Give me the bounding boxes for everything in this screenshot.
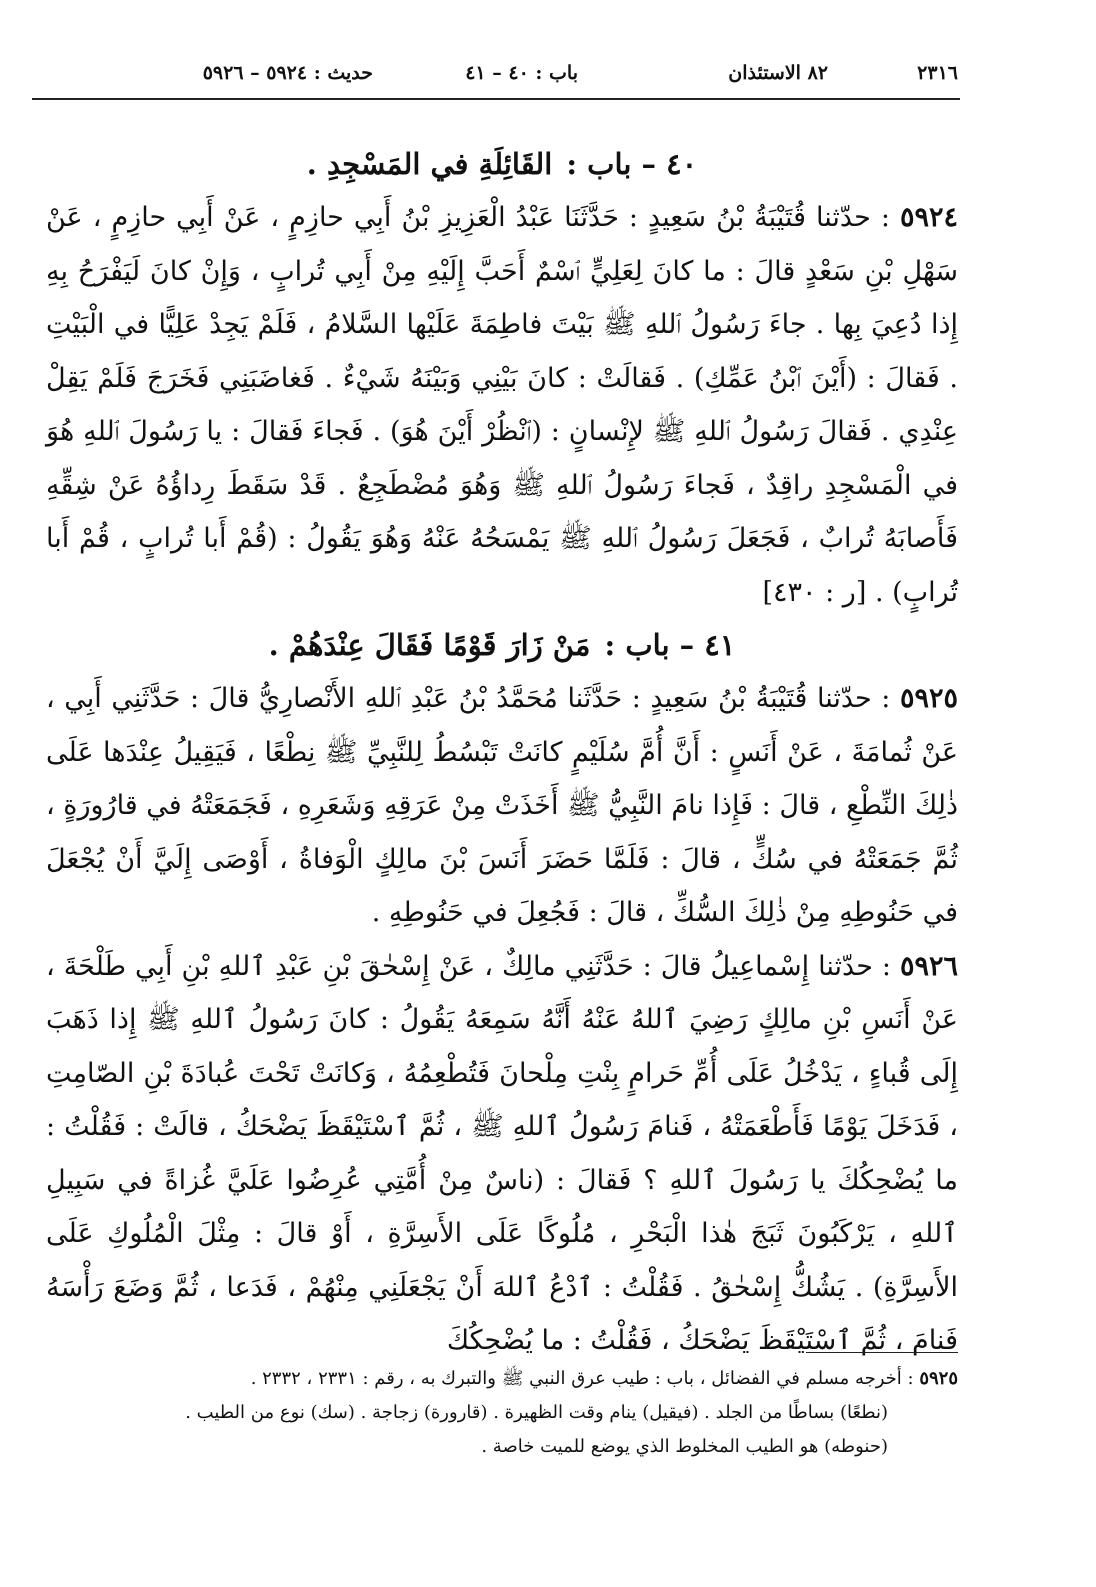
chapter-number: ٤٠ – باب : bbox=[566, 147, 698, 181]
chapter-title-40 bbox=[46, 138, 958, 191]
hadith-text: : حدّثنا قُتَيْبَةُ بْنُ سَعِيدٍ : حَدَّثَنَا عَبْدُ الْعَزِيزِ بْنُ أَبِي حازِمٍ ، عَنْ أَبِي حازِمٍ ، عَنْ سَهْلِ بْنِ سَعْدٍ قالَ : ما كانَ لِعَلِيٍّ ٱسْمٌ أَحَبَّ إِلَيْهِ مِنْ أَبِي تُرابٍ ، وَإِنْ كانَ لَيَفْرَحُ بِهِ إِذا دُعِيَ بِها . جاءَ رَسُولُ ٱللهِ ﷺ بَيْتَ فاطِمَةَ عَلَيْها السَّلامُ ، فَلَمْ يَجِدْ عَلِيًّا في الْبَيْتِ . فَقالَ : (أَيْنَ ٱبْنُ عَمِّكِ) . فَقالَتْ : كانَ بَيْنِي وَبَيْنَهُ شَيْءٌ . فَغاضَبَنِي فَخَرَجَ فَلَمْ يَقِلْ عِنْدِي . فَقالَ رَسُولُ ٱللهِ ﷺ لإِنْسانٍ : (ٱنْظُرْ أَيْنَ هُوَ) . فَجاءَ فَقالَ : يا رَسُولَ ٱللهِ هُوَ في الْمَسْجِدِ راقِدٌ ، فَجاءَ رَسُولُ ٱللهِ ﷺ وَهُوَ مُضْطَجِعٌ . قَدْ سَقَطَ رِداؤُهُ عَنْ شِقِّهِ فَأَصابَهُ تُرابٌ ، فَجَعَلَ رَسُولُ ٱللهِ ﷺ يَمْسَحُهُ عَنْهُ وَهُوَ يَقُولُ : (قُمْ أَبا تُرابٍ ، قُمْ أَبا تُرابٍ) . [ر : ٤٣٠] bbox=[46, 202, 958, 608]
page-number: ٢٣١٦ bbox=[917, 62, 958, 84]
hadith-number: ٥٩٢٦ bbox=[899, 950, 958, 982]
footnote-reference bbox=[120, 1362, 958, 1396]
footnote-text: : أخرجه مسلم في الفضائل ، باب : طيب عرق النبي ﷺ والتبرك به ، رقم : ٢٣٣١ ، ٢٣٣٢ . bbox=[250, 1368, 914, 1389]
page-body bbox=[46, 138, 958, 1368]
hadith-5926 bbox=[46, 940, 958, 1368]
hadith-5925 bbox=[46, 672, 958, 940]
hadith-text: : حدّثنا قُتَيْبَةُ بْنُ سَعِيدٍ : حَدَّثَنا مُحَمَّدُ بْنُ عَبْدِ ٱللهِ الأَنْصارِيُّ قالَ : حَدَّثَنِي أَبِي ، عَنْ ثُمامَةَ ، عَنْ أَنَسٍ : أَنَّ أُمَّ سُلَيْمٍ كانَتْ تَبْسُطُ لِلنَّبِيِّ ﷺ نِطْعًا ، فَيَقِيلُ عِنْدَها عَلَى ذٰلِكَ النِّطْعِ ، قالَ : فَإِذا نامَ النَّبِيُّ ﷺ أَخَذَتْ مِنْ عَرَقِهِ وَشَعَرِهِ ، فَجَمَعَتْهُ في قارُورَةٍ ، ثُمَّ جَمَعَتْهُ في سُكٍّ ، قالَ : فَلَمَّا حَضَرَ أَنَسَ بْنَ مالِكٍ الْوَفاةُ ، أَوْصَى إِلَيَّ أَنْ يُجْعَلَ في حَنُوطِهِ مِنْ ذٰلِكَ السُّكِّ ، قالَ : فَجُعِلَ في حَنُوطِهِ . bbox=[46, 683, 958, 928]
running-header bbox=[150, 56, 958, 90]
chapter-number: ٤١ – باب : bbox=[604, 628, 736, 662]
hadith-5924 bbox=[46, 191, 958, 619]
bab-range: باب : ٤٠ – ٤١ bbox=[465, 62, 578, 84]
chapter-heading: القَائِلَةِ في المَسْجِدِ . bbox=[306, 147, 553, 181]
chapter-title-41 bbox=[46, 619, 958, 672]
chapter-heading: مَنْ زَارَ قَوْمًا فَقَالَ عِنْدَهُمْ . bbox=[268, 628, 591, 662]
header-rule bbox=[32, 98, 960, 100]
footnote-glossary-1: (نطعًا) بساطًا من الجلد . (فيقيل) ينام وقت الظهيرة . (قارورة) زجاجة . (سك) نوع من الطيب . bbox=[185, 1402, 888, 1423]
footnote-number: ٥٩٢٥ bbox=[919, 1368, 958, 1389]
hadith-number: ٥٩٢٥ bbox=[899, 683, 958, 714]
footnote-rule bbox=[806, 1352, 958, 1353]
footnote-glossary-2: (حنوطه) هو الطيب المخلوط الذي يوضع للميت خاصة . bbox=[481, 1436, 888, 1457]
hadith-text: : حدّثنا إِسْماعِيلُ قالَ : حَدَّثَنِي مالِكٌ ، عَنْ إِسْحٰقَ بْنِ عَبْدِ ٱللهِ بْنِ أَبِي طَلْحَةَ ، عَنْ أَنَسِ بْنِ مالِكٍ رَضِيَ ٱللهُ عَنْهُ أَنَّهُ سَمِعَهُ يَقُولُ : كانَ رَسُولُ ٱللهِ ﷺ إِذا ذَهَبَ إِلَى قُباءٍ ، يَدْخُلُ عَلَى أُمِّ حَرامٍ بِنْتِ مِلْحانَ فَتُطْعِمُهُ ، وَكانَتْ تَحْتَ عُبادَةَ بْنِ الصّامِتِ ، فَدَخَلَ يَوْمًا فَأَطْعَمَتْهُ ، فَنامَ رَسُولُ ٱللهِ ﷺ ، ثُمَّ ٱسْتَيْقَظَ يَضْحَكُ ، قالَتْ : فَقُلْتُ : ما يُضْحِكُكَ يا رَسُولَ ٱللهِ ؟ فَقالَ : (ناسٌ مِنْ أُمَّتِي عُرِضُوا عَلَيَّ غُزاةً في سَبِيلِ ٱللهِ ، يَرْكَبُونَ ثَبَجَ هٰذا الْبَحْرِ ، مُلُوكًا عَلَى الأَسِرَّةِ ، أَوْ قالَ : مِثْلَ الْمُلُوكِ عَلَى الأَسِرَّةِ) . يَشُكُّ إِسْحٰقُ . فَقُلْتُ : ٱدْعُ ٱللهَ أَنْ يَجْعَلَنِي مِنْهُمْ ، فَدَعا ، ثُمَّ وَضَعَ رَأْسَهُ فَنامَ ، ثُمَّ ٱسْتَيْقَظَ يَضْحَكُ ، فَقُلْتُ : ما يُضْحِكُكَ bbox=[46, 950, 958, 1356]
book-title: ٨٢ الاستئذان bbox=[728, 62, 828, 84]
hadith-range: حديث : ٥٩٢٤ – ٥٩٢٦ bbox=[202, 62, 373, 84]
footnotes bbox=[120, 1362, 958, 1464]
hadith-number: ٥٩٢٤ bbox=[899, 202, 958, 233]
